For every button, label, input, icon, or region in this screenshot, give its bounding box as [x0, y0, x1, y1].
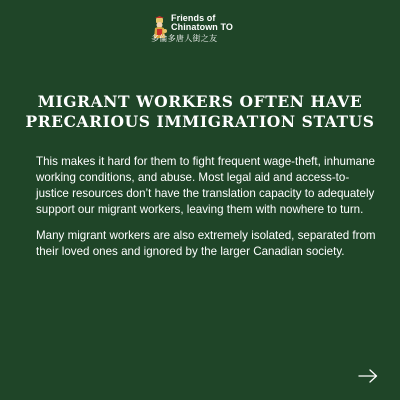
logo-title-line2: Chinatown TO [171, 22, 234, 33]
paragraph-2: Many migrant workers are also extremely isolated, separated from their loved ones and ignored by the larger Canadian society. [36, 229, 376, 258]
arrow-right-icon[interactable] [358, 369, 378, 383]
body-text [36, 154, 376, 270]
headline-line2: PRECARIOUS IMMIGRATION STATUS [25, 112, 375, 131]
logo-title-line1: Friends of [171, 13, 216, 23]
headline [20, 92, 380, 132]
paragraph-1: This makes it hard for them to fight frequent wage-theft, inhumane working conditions, and abuse. Most legal aid and access-to-justice resources don’t have the translation capacity to adequately support our migrant workers, leaving them with nowhere to turn. [36, 155, 375, 216]
logo-chinese-name: 多倫多唐人街之友 [151, 33, 218, 43]
headline-line1: MIGRANT WORKERS OFTEN HAVE [37, 92, 363, 111]
logo [150, 14, 233, 50]
